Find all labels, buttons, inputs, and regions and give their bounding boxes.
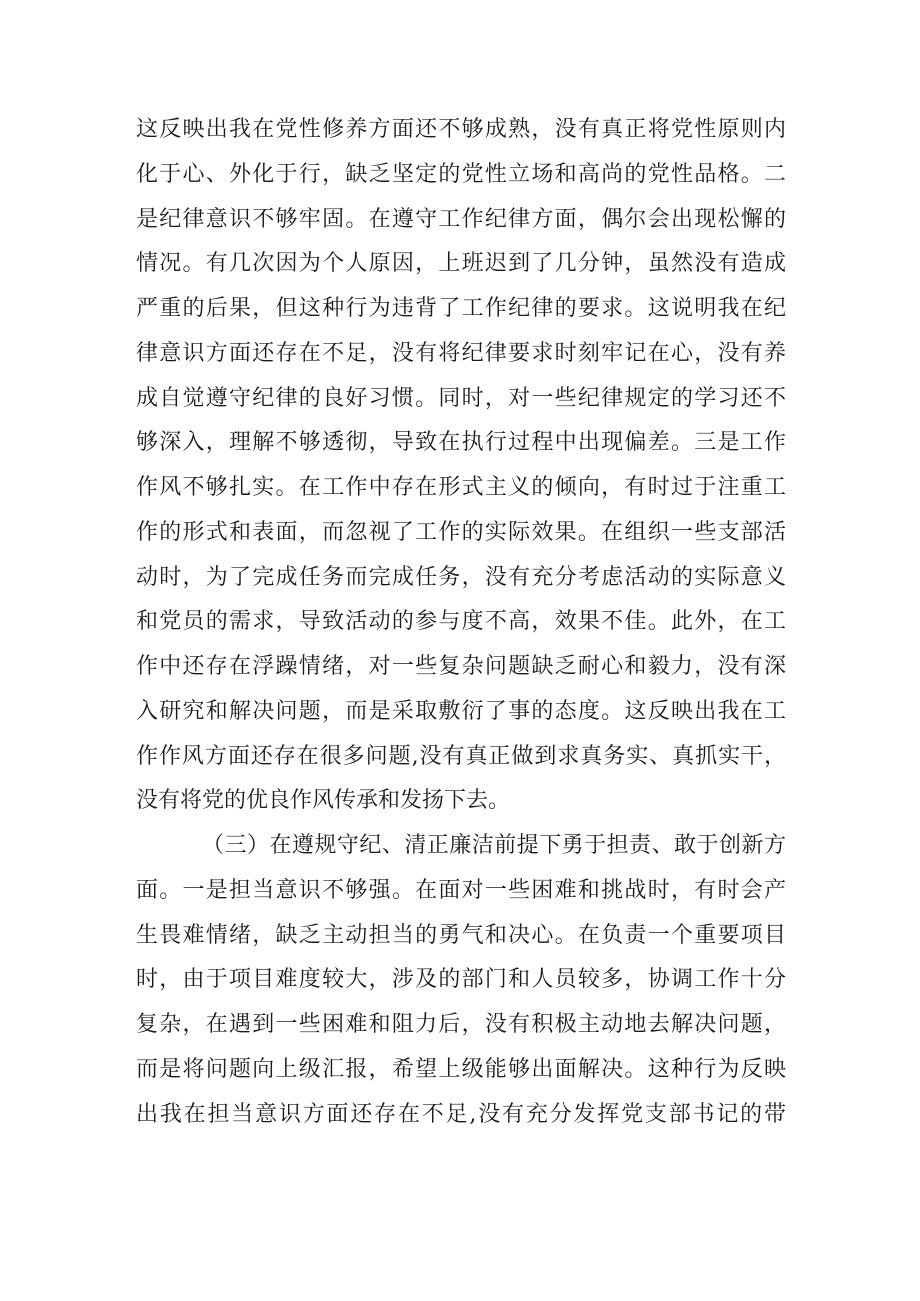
- text-line: 化于心、外化于行，缺乏坚定的党性立场和高尚的党性品格。二: [136, 161, 786, 187]
- text-line: 生畏难情绪，缺乏主动担当的勇气和决心。在负责一个重要项目: [136, 922, 786, 948]
- paragraph-2: [136, 824, 786, 1137]
- text-line: 律意识方面还存在不足，没有将纪律要求时刻牢记在心，没有养: [136, 340, 786, 366]
- document-body: [136, 108, 786, 1137]
- text-line: （三）在遵规守纪、清正廉洁前提下勇于担责、敢于创新方: [202, 833, 786, 858]
- text-line: 时，由于项目难度较大，涉及的部门和人员较多，协调工作十分: [136, 967, 786, 993]
- text-line: 这反映出我在党性修养方面还不够成熟，没有真正将党性原则内: [136, 117, 786, 142]
- text-line: 够深入，理解不够透彻，导致在执行过程中出现偏差。三是工作: [136, 430, 786, 456]
- text-line: 没有将党的优良作风传承和发扬下去。: [136, 788, 511, 814]
- paragraph-1: [136, 108, 786, 824]
- text-line: 严重的后果，但这种行为违背了工作纪律的要求。这说明我在纪: [136, 296, 786, 321]
- text-line: 而是将问题向上级汇报，希望上级能够出面解决。这种行为反映: [136, 1056, 786, 1082]
- text-line: 作风不够扎实。在工作中存在形式主义的倾向，有时过于注重工: [136, 475, 786, 500]
- text-line: 复杂，在遇到一些困难和阻力后，没有积极主动地去解决问题，: [136, 1012, 786, 1037]
- text-line: 是纪律意识不够牢固。在遵守工作纪律方面，偶尔会出现松懈的: [136, 206, 786, 232]
- text-line: 面。一是担当意识不够强。在面对一些困难和挑战时，有时会产: [136, 877, 786, 903]
- text-line: 成自觉遵守纪律的良好习惯。同时，对一些纪律规定的学习还不: [136, 385, 786, 411]
- text-line: 作中还存在浮躁情绪，对一些复杂问题缺乏耐心和毅力，没有深: [136, 654, 786, 679]
- text-line: 出我在担当意识方面还存在不足,没有充分发挥党支部书记的带: [136, 1101, 786, 1127]
- text-line: 情况。有几次因为个人原因，上班迟到了几分钟，虽然没有造成: [136, 251, 786, 277]
- text-line: 作作风方面还存在很多问题,没有真正做到求真务实、真抓实干，: [136, 743, 786, 769]
- text-line: 入研究和解决问题，而是采取敷衍了事的态度。这反映出我在工: [136, 698, 786, 724]
- text-line: 动时，为了完成任务而完成任务，没有充分考虑活动的实际意义: [136, 564, 786, 590]
- text-line: 作的形式和表面，而忽视了工作的实际效果。在组织一些支部活: [136, 519, 786, 545]
- text-line: 和党员的需求，导致活动的参与度不高，效果不佳。此外，在工: [136, 609, 786, 635]
